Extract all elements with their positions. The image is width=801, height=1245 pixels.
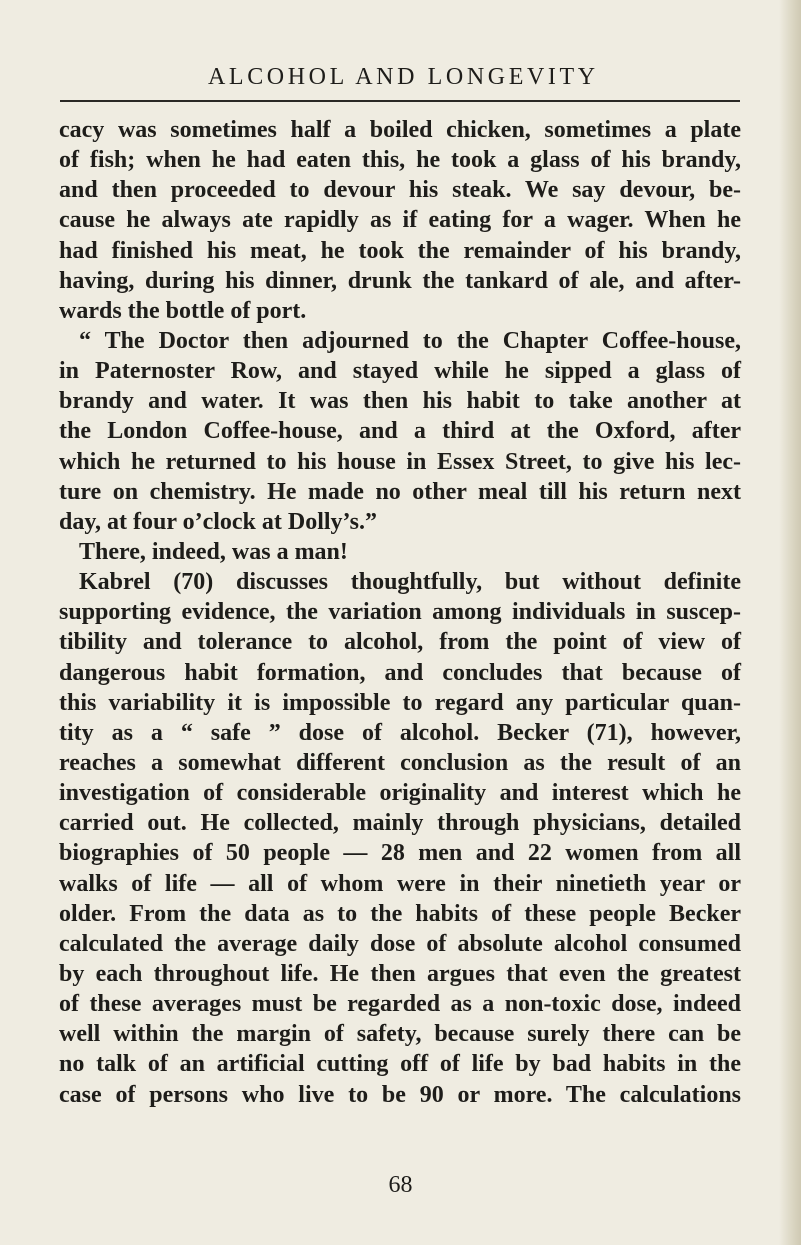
text-line: carried out. He collected, mainly through physicians, detailed [59, 810, 741, 837]
text-line: ture on chemistry. He made no other meal till his return next [59, 478, 741, 505]
text-line: supporting evidence, the variation among individuals in suscep- [59, 599, 741, 626]
text-line: tity as a “ safe ” dose of alcohol. Becker (71), however, [59, 719, 741, 746]
text-line: this variability it is impossible to regard any particular quan- [59, 689, 741, 716]
text-line: Kabrel (70) discusses thoughtfully, but without definite [79, 569, 741, 596]
text-line: by each throughout life. He then argues that even the greatest [59, 960, 741, 987]
text-line: well within the margin of safety, because surely there can be [59, 1021, 741, 1048]
text-line: biographies of 50 people — 28 men and 22 women from all [59, 840, 741, 867]
text-line: wards the bottle of port. [59, 297, 307, 324]
text-line: day, at four o’clock at Dolly’s.” [59, 508, 377, 535]
paragraph [59, 537, 741, 567]
running-head: ALCOHOL AND LONGEVITY [208, 64, 599, 90]
text-line: walks of life — all of whom were in their ninetieth year or [59, 870, 741, 897]
text-line: in Paternoster Row, and stayed while he sipped a glass of [59, 358, 741, 385]
paragraph [59, 115, 741, 326]
text-line: the London Coffee-house, and a third at the Oxford, after [59, 418, 741, 445]
body-text [59, 115, 741, 1110]
text-line: no talk of an artificial cutting off of life by bad habits in the [59, 1051, 741, 1078]
text-line: investigation of considerable originality and interest which he [59, 780, 741, 807]
text-line: and then proceeded to devour his steak. We say devour, be- [59, 177, 741, 204]
text-line: tibility and tolerance to alcohol, from the point of view of [59, 629, 741, 656]
page-number: 68 [388, 1172, 413, 1198]
text-line: having, during his dinner, drunk the tankard of ale, and after- [59, 267, 741, 294]
text-line: dangerous habit formation, and concludes that because of [59, 659, 741, 686]
paragraph [59, 326, 741, 537]
text-line: cause he always ate rapidly as if eating for a wager. When he [59, 207, 741, 234]
text-line: brandy and water. It was then his habit to take another at [59, 388, 741, 415]
text-line: There, indeed, was a man! [79, 538, 348, 565]
text-line: had finished his meat, he took the remainder of his brandy, [59, 237, 741, 264]
paragraph [59, 567, 741, 1110]
text-line: “ The Doctor then adjourned to the Chapter Coffee-house, [79, 327, 741, 354]
text-line: case of persons who live to be 90 or more. The calculations [59, 1081, 741, 1108]
text-line: of these averages must be regarded as a non-toxic dose, indeed [59, 991, 741, 1018]
text-line: reaches a somewhat different conclusion as the result of an [59, 749, 741, 776]
page-edge-shadow [779, 0, 801, 1245]
text-line: which he returned to his house in Essex Street, to give his lec- [59, 448, 741, 475]
header-rule [60, 100, 740, 102]
text-line: of fish; when he had eaten this, he took a glass of his brandy, [59, 147, 741, 174]
text-line: cacy was sometimes half a boiled chicken, sometimes a plate [59, 117, 741, 143]
text-line: older. From the data as to the habits of these people Becker [59, 900, 741, 927]
text-line: calculated the average daily dose of absolute alcohol consumed [59, 930, 741, 957]
